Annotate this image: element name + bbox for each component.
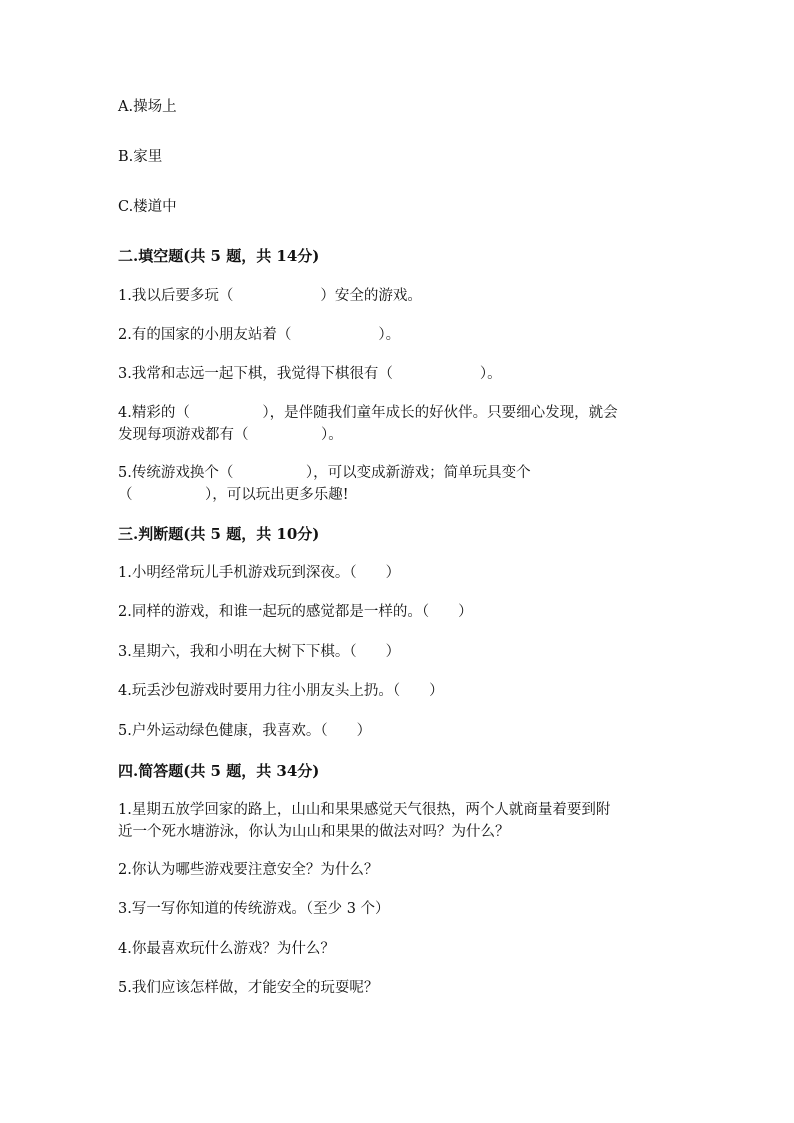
fill-blank-item-2: 2.有的国家的小朋友站着（ ）。 xyxy=(118,327,401,343)
true-false-item-2: 2.同样的游戏，和谁一起玩的感觉都是一样的。（ ） xyxy=(118,604,473,620)
short-answer-item-1-line-2: 近一个死水塘游泳，你认为山山和果果的做法对吗？为什么？ xyxy=(118,824,510,840)
option-c: C.楼道中 xyxy=(118,199,177,215)
fill-blank-item-3: 3.我常和志远一起下棋，我觉得下棋很有（ ）。 xyxy=(118,366,502,382)
section-heading-fill-blank: 二.填空题(共 5 题，共 14分) xyxy=(118,247,320,265)
true-false-item-5: 5.户外运动绿色健康，我喜欢。（ ） xyxy=(118,723,372,739)
short-answer-item-3: 3.写一写你知道的传统游戏。（至少 3 个） xyxy=(118,901,390,917)
short-answer-item-2: 2.你认为哪些游戏要注意安全？为什么？ xyxy=(118,862,379,878)
fill-blank-item-5 xyxy=(118,462,678,506)
true-false-item-1: 1.小明经常玩儿手机游戏玩到深夜。（ ） xyxy=(118,565,401,581)
fill-blank-item-4-line-2: 发现每项游戏都有（ ）。 xyxy=(118,427,343,443)
true-false-item-3: 3.星期六，我和小明在大树下下棋。（ ） xyxy=(118,644,401,660)
short-answer-item-4: 4.你最喜欢玩什么游戏？为什么？ xyxy=(118,941,335,957)
section-heading-true-false: 三.判断题(共 5 题，共 10分) xyxy=(118,525,320,543)
fill-blank-item-5-line-2: （ ），可以玩出更多乐趣! xyxy=(118,487,349,503)
section-heading-short-answer: 四.简答题(共 5 题，共 34分) xyxy=(118,762,320,780)
short-answer-item-1-line-1: 1.星期五放学回家的路上，山山和果果感觉天气很热，两个人就商量着要到附 xyxy=(118,802,611,818)
short-answer-item-5: 5.我们应该怎样做，才能安全的玩耍呢？ xyxy=(118,980,379,996)
fill-blank-item-5-line-1: 5.传统游戏换个（ ），可以变成新游戏；简单玩具变个 xyxy=(118,465,531,481)
fill-blank-item-4 xyxy=(118,402,678,446)
short-answer-item-1 xyxy=(118,799,678,843)
option-b: B.家里 xyxy=(118,149,163,165)
fill-blank-item-1: 1.我以后要多玩（ ）安全的游戏。 xyxy=(118,288,422,304)
fill-blank-item-4-line-1: 4.精彩的（ ），是伴随我们童年成长的好伙伴。只要细心发现，就会 xyxy=(118,405,618,421)
true-false-item-4: 4.玩丢沙包游戏时要用力往小朋友头上扔。（ ） xyxy=(118,683,444,699)
option-a: A.操场上 xyxy=(118,99,177,115)
